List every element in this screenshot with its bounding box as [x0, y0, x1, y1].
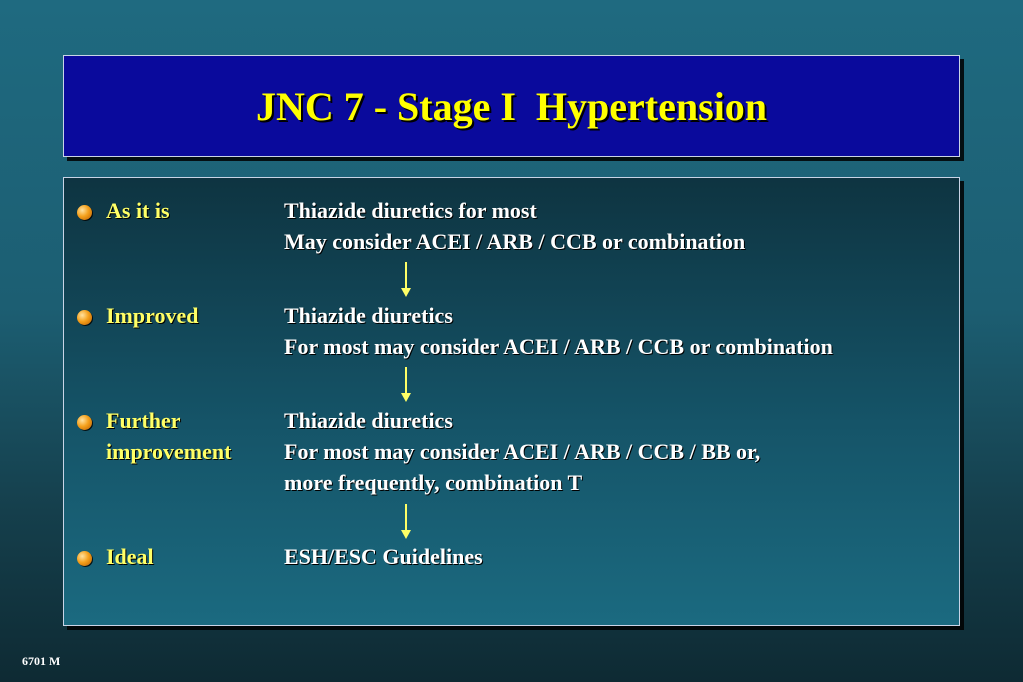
slide-title: JNC 7 - Stage I Hypertension — [255, 83, 768, 129]
section-line: ESH/ESC Guidelines — [284, 544, 483, 569]
section-label-continued: improvement — [106, 439, 232, 464]
section-line: more frequently, combination T — [284, 470, 583, 495]
section-as-it-is-line-2 — [64, 229, 959, 261]
section-improved — [64, 303, 959, 335]
section-further-improvement — [64, 408, 959, 440]
down-arrow-icon — [399, 367, 413, 403]
section-label: Further — [106, 408, 181, 433]
orange-bullet-icon — [77, 205, 92, 220]
section-label: As it is — [106, 198, 170, 223]
section-line: Thiazide diuretics — [284, 303, 453, 328]
section-further-improvement-line-2 — [64, 439, 959, 471]
content-box — [63, 177, 960, 626]
down-arrow-icon — [399, 504, 413, 540]
section-line: For most may consider ACEI / ARB / CCB or combination — [284, 334, 833, 359]
section-as-it-is — [64, 198, 959, 230]
section-label: Ideal — [106, 544, 154, 569]
section-further-improvement-line-3 — [64, 470, 959, 502]
orange-bullet-icon — [77, 310, 92, 325]
slide-footer-code: 6701 M — [22, 654, 61, 668]
section-label: Improved — [106, 303, 199, 328]
section-line: Thiazide diuretics — [284, 408, 453, 433]
section-improved-line-2 — [64, 334, 959, 366]
orange-bullet-icon — [77, 551, 92, 566]
down-arrow-icon — [399, 262, 413, 298]
section-line: May consider ACEI / ARB / CCB or combination — [284, 229, 746, 254]
section-line: For most may consider ACEI / ARB / CCB / BB or, — [284, 439, 761, 464]
title-box — [63, 55, 960, 157]
section-line: Thiazide diuretics for most — [284, 198, 537, 223]
orange-bullet-icon — [77, 415, 92, 430]
section-ideal — [64, 544, 959, 576]
